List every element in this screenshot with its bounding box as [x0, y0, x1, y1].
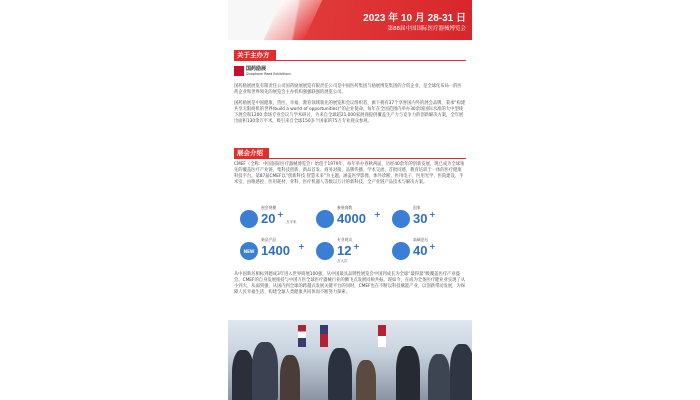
- stats-grid: [240, 205, 462, 267]
- person-silhouette: [328, 348, 352, 400]
- about-paragraph-2: 国药励展是中国健康、兽医、幸福、教育领域领先的展览和会议组织者，旗下拥有37个享誉国内外的展会品牌，秉承“构建共享无限商机的世界(build a world of opportunities)”的企业使命，每年在全国范围内举办30余场国际水准的大中型线下展会和1200 余场专业会议与学术研讨，为来自全球超21,000家展商提供覆盖生产力与竞争力的创新解决方案，全年展出面积130余万平米，吸引来自全球150多个国家的75万专业观众参观。: [234, 101, 466, 124]
- stat-countries: [392, 205, 462, 233]
- area-icon: [240, 210, 258, 228]
- exhibitor-icon: [316, 210, 334, 228]
- stat-exhibition-area: [240, 205, 310, 233]
- person-silhouette: [428, 354, 450, 400]
- exhibition-photo: [228, 320, 472, 400]
- stat-label: 高端论坛: [413, 237, 429, 242]
- person-silhouette: [396, 346, 420, 400]
- flag-decoration: [378, 325, 386, 347]
- section-divider: [234, 60, 466, 61]
- stat-value: 30: [413, 211, 428, 226]
- stat-value: 4000: [337, 211, 366, 226]
- stat-value: 1400: [261, 243, 290, 258]
- expo-section-title: 展会介绍: [234, 148, 269, 158]
- stat-label: 展会规模: [261, 205, 277, 210]
- flag-decoration: [320, 325, 328, 347]
- forum-icon: [392, 242, 410, 260]
- new-badge-icon: [240, 242, 258, 260]
- section-divider: [234, 158, 466, 159]
- stat-plus: +: [374, 210, 381, 219]
- expo-subtitle: 第88届中国国际医疗器械博览会: [387, 26, 466, 32]
- stat-plus: +: [429, 210, 436, 219]
- expo-paragraph-1: CMEF（全称：中国国际医疗器械博览会）始创于1979年，每年举办春秋两届，历经40余年的创新发展，现已成为全球领先的覆盖医疗产业链、集科技创新、新品首发、商务对接、品牌传播、学术交流、首批同感、教育培训于一体的医疗健康科技平台。第87届CMEF以“创新科技 智慧未来”为主题，涵盖医学影像、体外诊断、医用电子、医用光学、医院建设、手术室、由唯感控、医用耗材、骨科、医疗机器人等数以万计的新科技、全产业链产品技术与解决方案。: [234, 162, 465, 185]
- stat-label: 专业观众: [337, 237, 353, 242]
- stat-unit: 万人次: [337, 259, 348, 263]
- stat-label: 新品产品: [261, 237, 277, 242]
- stat-plus: +: [353, 242, 360, 251]
- visitors-icon: [316, 242, 334, 260]
- new-badge: NEW: [243, 248, 255, 254]
- person-silhouette: [252, 342, 278, 400]
- stat-value: 40: [413, 243, 428, 258]
- person-silhouette: [232, 350, 254, 400]
- about-paragraph-1: 国药励展展览有限责任公司国药励展展览有限责任公司是中国医药集团与励展博览集团的合资企业，是全球化布局一的医药企业和世界领先的展览会主办机构强强联强的展览公司。: [234, 84, 462, 95]
- stat-unit: 万平米: [286, 220, 297, 224]
- stat-plus: +: [298, 242, 305, 251]
- brochure-page: [228, 0, 472, 400]
- header-banner: [228, 0, 472, 40]
- organizer-name: 国药励展: [246, 66, 267, 72]
- stat-value: 12: [337, 243, 352, 258]
- expo-paragraph-2: 从中国新名相标到德成3年进入世界商展100强，从中国最具品牌性展览会中国到成长为全球“最得量”级覆盖医疗产业盛会。CMEF的自身发展推持与中国万医全球医疗器械行业的腾飞式发展同频共振。现如今，在成为全条医疗健业业实现了从小到大、从弱到强、从国内到全球的跨越式发展关键平台的同时，CMEF也在不断以科技赋能产业，以创新带动发展，为保障人民幸福生活、构建全球人类健康共同体而不断努力探索。: [234, 272, 466, 295]
- person-silhouette: [280, 355, 300, 400]
- stat-label: 参展商数: [337, 205, 353, 210]
- stat-visitors: [316, 237, 386, 265]
- stat-forums: [392, 237, 462, 265]
- stat-new-products: [240, 237, 310, 265]
- stat-label: 国家: [413, 205, 421, 210]
- about-section-title: 关于主办方: [234, 50, 276, 60]
- expo-date: 2023 年 10 月 28-31 日: [363, 13, 466, 24]
- organizer-name-en: Sinopharm Reed Exhibitions: [246, 72, 291, 76]
- person-silhouette: [450, 344, 472, 400]
- stat-plus: +: [429, 242, 436, 251]
- stat-plus: +: [277, 210, 284, 219]
- banner-decoration: [264, 0, 323, 40]
- person-silhouette: [356, 360, 376, 400]
- stat-exhibitors: [316, 205, 386, 233]
- stat-value: 20: [261, 211, 276, 226]
- organizer-logo-icon: [234, 66, 244, 76]
- globe-icon: [392, 210, 410, 228]
- flag-decoration: [298, 325, 306, 347]
